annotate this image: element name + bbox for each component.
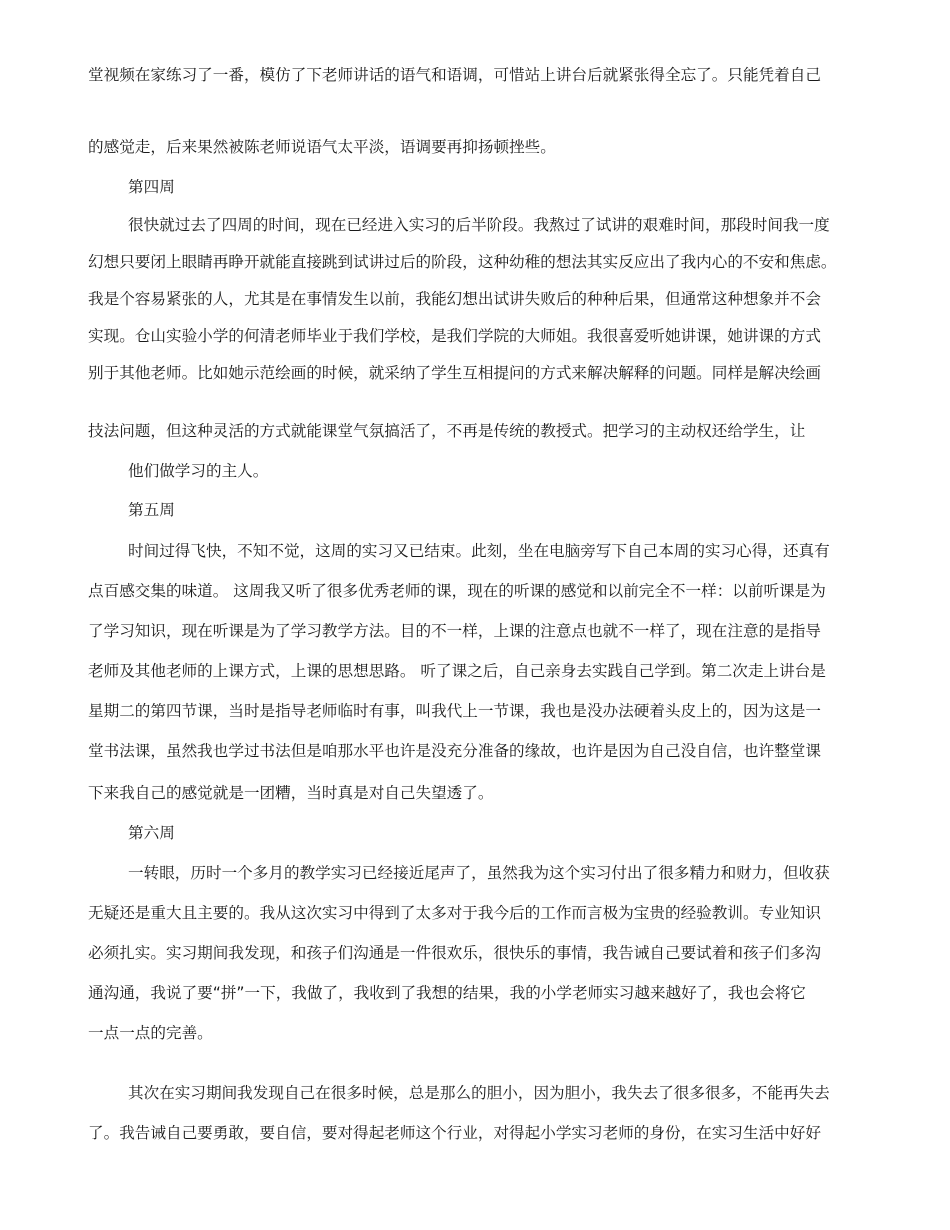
text-line: 了。我告诫自己要勇敢，要自信，要对得起老师这个行业，对得起小学实习老师的身份，在实习生活中好好 — [88, 1124, 821, 1142]
text-line: 很快就过去了四周的时间，现在已经进入实习的后半阶段。我熬过了试讲的艰难时间，那段时间我一度 — [128, 216, 830, 234]
text-line: 幻想只要闭上眼睛再睁开就能直接跳到试讲过后的阶段，这种幼稚的想法其实反应出了我内心的不安和焦虑。 — [88, 253, 837, 271]
text-line: 老师及其他老师的上课方式，上课的思想思路。 听了课之后，自己亲身去实践自己学到。第二次走上讲台是 — [88, 662, 826, 680]
text-line: 点百感交集的味道。 这周我又听了很多优秀老师的课，现在的听课的感觉和以前完全不一样：以前听课是为 — [88, 582, 826, 600]
text-line: 通沟通，我说了要“拼”一下，我做了，我收到了我想的结果，我的小学老师实习越来越好了，我也会将它 — [88, 984, 806, 1002]
text-line: 堂书法课，虽然我也学过书法但是咱那水平也许是没充分准备的缘故，也许是因为自己没自信，也许整堂课 — [88, 742, 821, 760]
text-line: 必须扎实。实习期间我发现，和孩子们沟通是一件很欢乐，很快乐的事情，我告诫自己要试着和孩子们多沟 — [88, 944, 821, 962]
text-line: 了学习知识，现在听课是为了学习教学方法。目的不一样，上课的注意点也就不一样了，现在注意的是指导 — [88, 622, 821, 640]
text-line: 技法问题，但这种灵活的方式就能课堂气氛搞活了，不再是传统的教授式。把学习的主动权还给学生，让 — [88, 422, 806, 440]
text-line: 其次在实习期间我发现自己在很多时候，总是那么的胆小，因为胆小，我失去了很多很多，不能再失去 — [128, 1084, 830, 1102]
text-line: 一转眼，历时一个多月的教学实习已经接近尾声了，虽然我为这个实习付出了很多精力和财力，但收获 — [128, 864, 830, 882]
text-line: 一点一点的完善。 — [88, 1024, 213, 1042]
section-heading-week6: 第六周 — [128, 824, 175, 842]
text-line: 的感觉走，后来果然被陈老师说语气太平淡，语调要再抑扬顿挫些。 — [88, 138, 556, 156]
text-line: 堂视频在家练习了一番，模仿了下老师讲话的语气和语调，可惜站上讲台后就紧张得全忘了。只能凭着自己 — [88, 66, 821, 84]
section-heading-week5: 第五周 — [128, 501, 175, 519]
section-heading-week4: 第四周 — [128, 178, 175, 196]
text-line: 下来我自己的感觉就是一团糟，当时真是对自己失望透了。 — [88, 784, 494, 802]
text-line: 我是个容易紧张的人，尤其是在事情发生以前，我能幻想出试讲失败后的种种后果，但通常这种想象并不会 — [88, 290, 821, 308]
text-line: 他们做学习的主人。 — [128, 462, 269, 480]
text-line: 别于其他老师。比如她示范绘画的时候，就采纳了学生互相提问的方式来解决解释的问题。同样是解决绘画 — [88, 364, 821, 382]
text-line: 时间过得飞快，不知不觉，这周的实习又已结束。此刻，坐在电脑旁写下自己本周的实习心得，还真有 — [128, 542, 830, 560]
text-line: 无疑还是重大且主要的。我从这次实习中得到了太多对于我今后的工作而言极为宝贵的经验教训。专业知识 — [88, 904, 821, 922]
text-line: 实现。仓山实验小学的何清老师毕业于我们学校，是我们学院的大师姐。我很喜爱听她讲课，她讲课的方式 — [88, 327, 821, 345]
text-line: 星期二的第四节课，当时是指导老师临时有事，叫我代上一节课，我也是没办法硬着头皮上的，因为这是一 — [88, 702, 821, 720]
